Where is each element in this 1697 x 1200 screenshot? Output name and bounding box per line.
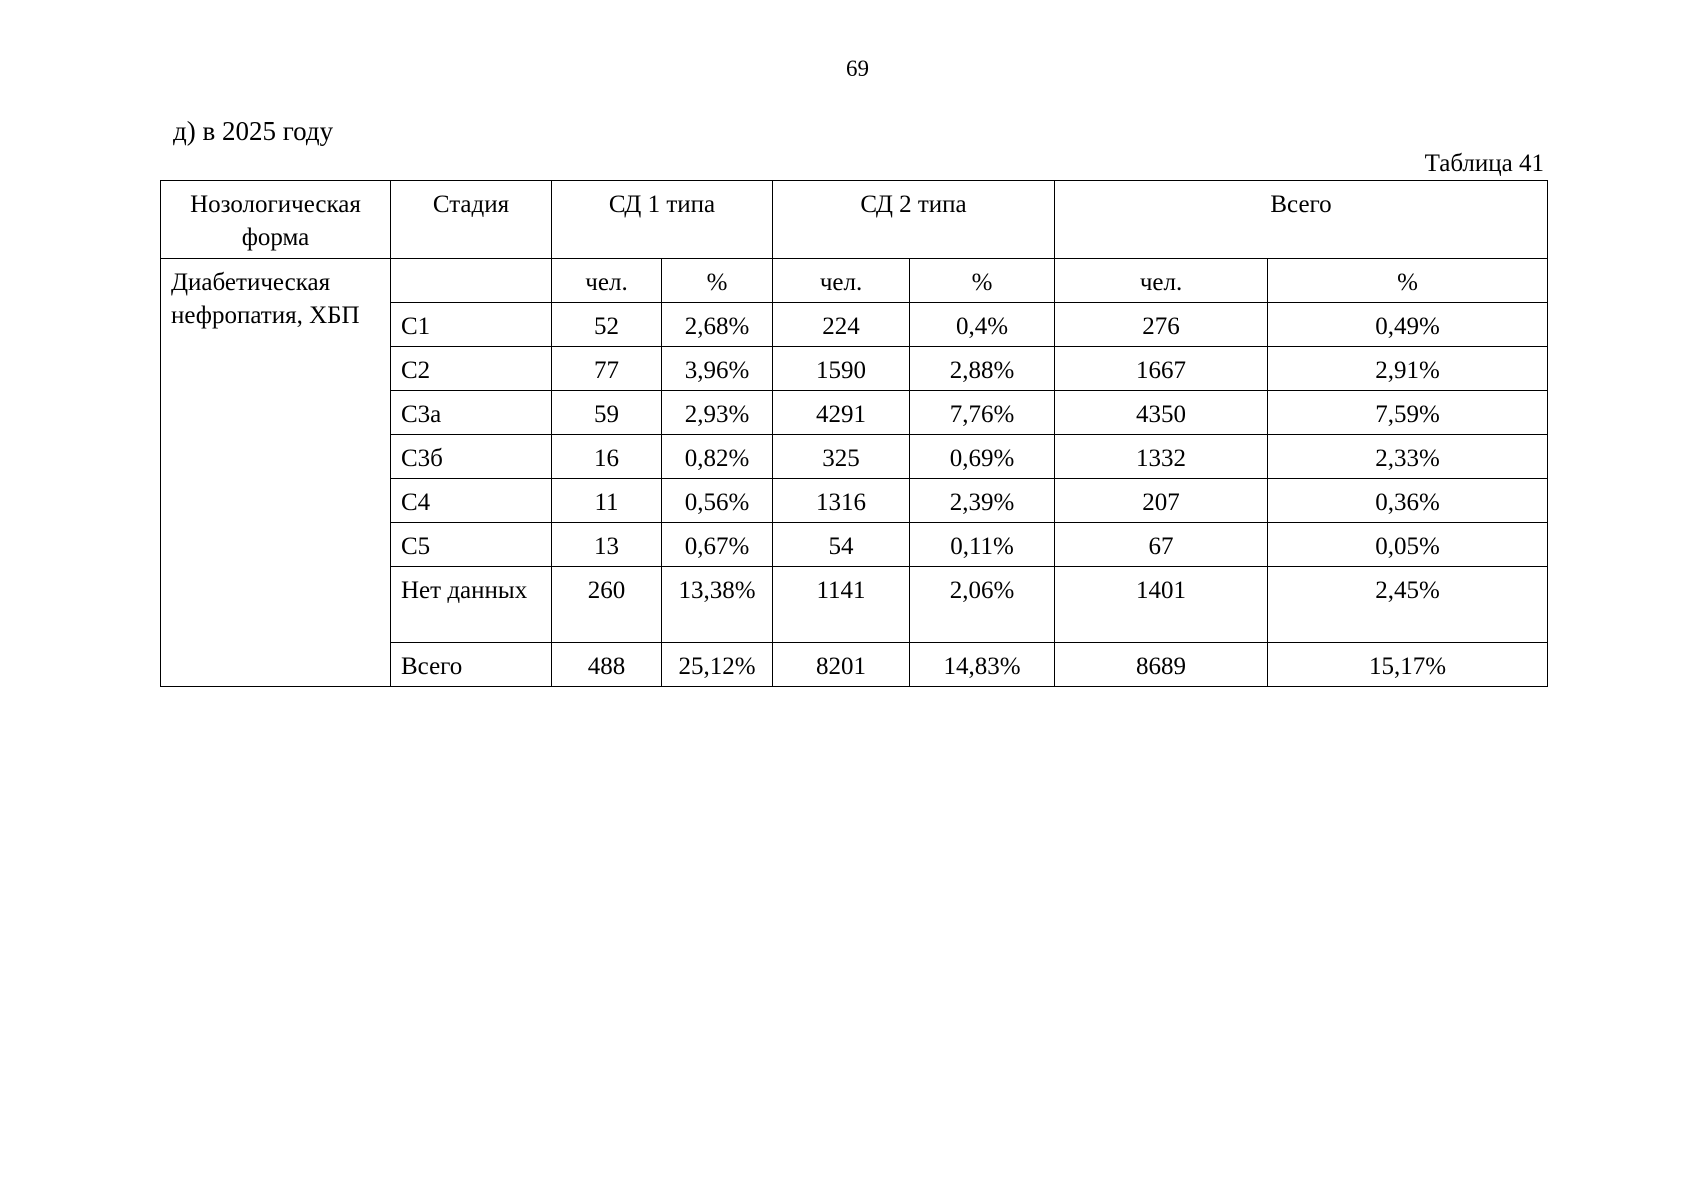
- total-pct: 2,45%: [1268, 567, 1548, 643]
- sd1-pct: 0,82%: [662, 435, 773, 479]
- stage-cell: Всего: [391, 643, 552, 687]
- header-sd2: СД 2 типа: [773, 181, 1055, 259]
- subheader-sd2-count: чел.: [773, 259, 910, 303]
- table-label: Таблица 41: [1424, 150, 1544, 177]
- sd1-count: 16: [552, 435, 662, 479]
- subheader-total-count: чел.: [1055, 259, 1268, 303]
- sd1-pct: 13,38%: [662, 567, 773, 643]
- sd2-pct: 0,69%: [910, 435, 1055, 479]
- sd1-pct: 2,93%: [662, 391, 773, 435]
- total-pct: 0,05%: [1268, 523, 1548, 567]
- total-count: 1401: [1055, 567, 1268, 643]
- stage-cell: С4: [391, 479, 552, 523]
- sd2-count: 224: [773, 303, 910, 347]
- stage-cell: С3а: [391, 391, 552, 435]
- sd2-count: 1316: [773, 479, 910, 523]
- sd2-count: 54: [773, 523, 910, 567]
- total-count: 67: [1055, 523, 1268, 567]
- stage-cell: Нет данных: [391, 567, 552, 643]
- header-row: [161, 181, 1548, 259]
- total-pct: 7,59%: [1268, 391, 1548, 435]
- stage-cell: С3б: [391, 435, 552, 479]
- sd1-pct: 2,68%: [662, 303, 773, 347]
- total-count: 1332: [1055, 435, 1268, 479]
- form-name-cell: Диабетическая нефропатия, ХБП: [161, 259, 391, 687]
- sd2-pct: 0,11%: [910, 523, 1055, 567]
- total-pct: 0,36%: [1268, 479, 1548, 523]
- sd1-pct: 0,56%: [662, 479, 773, 523]
- sd1-count: 13: [552, 523, 662, 567]
- sd1-count: 77: [552, 347, 662, 391]
- total-pct: 0,49%: [1268, 303, 1548, 347]
- stage-cell: С5: [391, 523, 552, 567]
- total-pct: 2,91%: [1268, 347, 1548, 391]
- subheader-row: [161, 259, 1548, 303]
- header-form: Нозологическая форма: [161, 181, 391, 259]
- sd2-pct: 2,88%: [910, 347, 1055, 391]
- subheader-total-pct: %: [1268, 259, 1548, 303]
- sd1-count: 488: [552, 643, 662, 687]
- sd2-count: 4291: [773, 391, 910, 435]
- header-sd1: СД 1 типа: [552, 181, 773, 259]
- total-count: 276: [1055, 303, 1268, 347]
- subheader-sd2-pct: %: [910, 259, 1055, 303]
- subheader-sd1-count: чел.: [552, 259, 662, 303]
- subheader-empty: [391, 259, 552, 303]
- total-count: 4350: [1055, 391, 1268, 435]
- sd1-count: 59: [552, 391, 662, 435]
- total-count: 8689: [1055, 643, 1268, 687]
- nephropathy-table: [160, 180, 1548, 687]
- sd2-count: 325: [773, 435, 910, 479]
- total-pct: 2,33%: [1268, 435, 1548, 479]
- sd2-count: 1590: [773, 347, 910, 391]
- sd2-pct: 2,39%: [910, 479, 1055, 523]
- sd1-count: 11: [552, 479, 662, 523]
- stage-cell: С2: [391, 347, 552, 391]
- sd2-count: 1141: [773, 567, 910, 643]
- sd2-pct: 2,06%: [910, 567, 1055, 643]
- total-count: 207: [1055, 479, 1268, 523]
- header-total: Всего: [1055, 181, 1548, 259]
- sd1-pct: 0,67%: [662, 523, 773, 567]
- subheader-sd1-pct: %: [662, 259, 773, 303]
- section-subtitle: д) в 2025 году: [173, 116, 334, 146]
- sd2-pct: 14,83%: [910, 643, 1055, 687]
- sd2-count: 8201: [773, 643, 910, 687]
- stage-cell: С1: [391, 303, 552, 347]
- page-number: 69: [846, 56, 869, 81]
- sd1-count: 52: [552, 303, 662, 347]
- sd2-pct: 0,4%: [910, 303, 1055, 347]
- total-pct: 15,17%: [1268, 643, 1548, 687]
- sd2-pct: 7,76%: [910, 391, 1055, 435]
- sd1-pct: 25,12%: [662, 643, 773, 687]
- sd1-pct: 3,96%: [662, 347, 773, 391]
- total-count: 1667: [1055, 347, 1268, 391]
- sd1-count: 260: [552, 567, 662, 643]
- header-stage: Стадия: [391, 181, 552, 259]
